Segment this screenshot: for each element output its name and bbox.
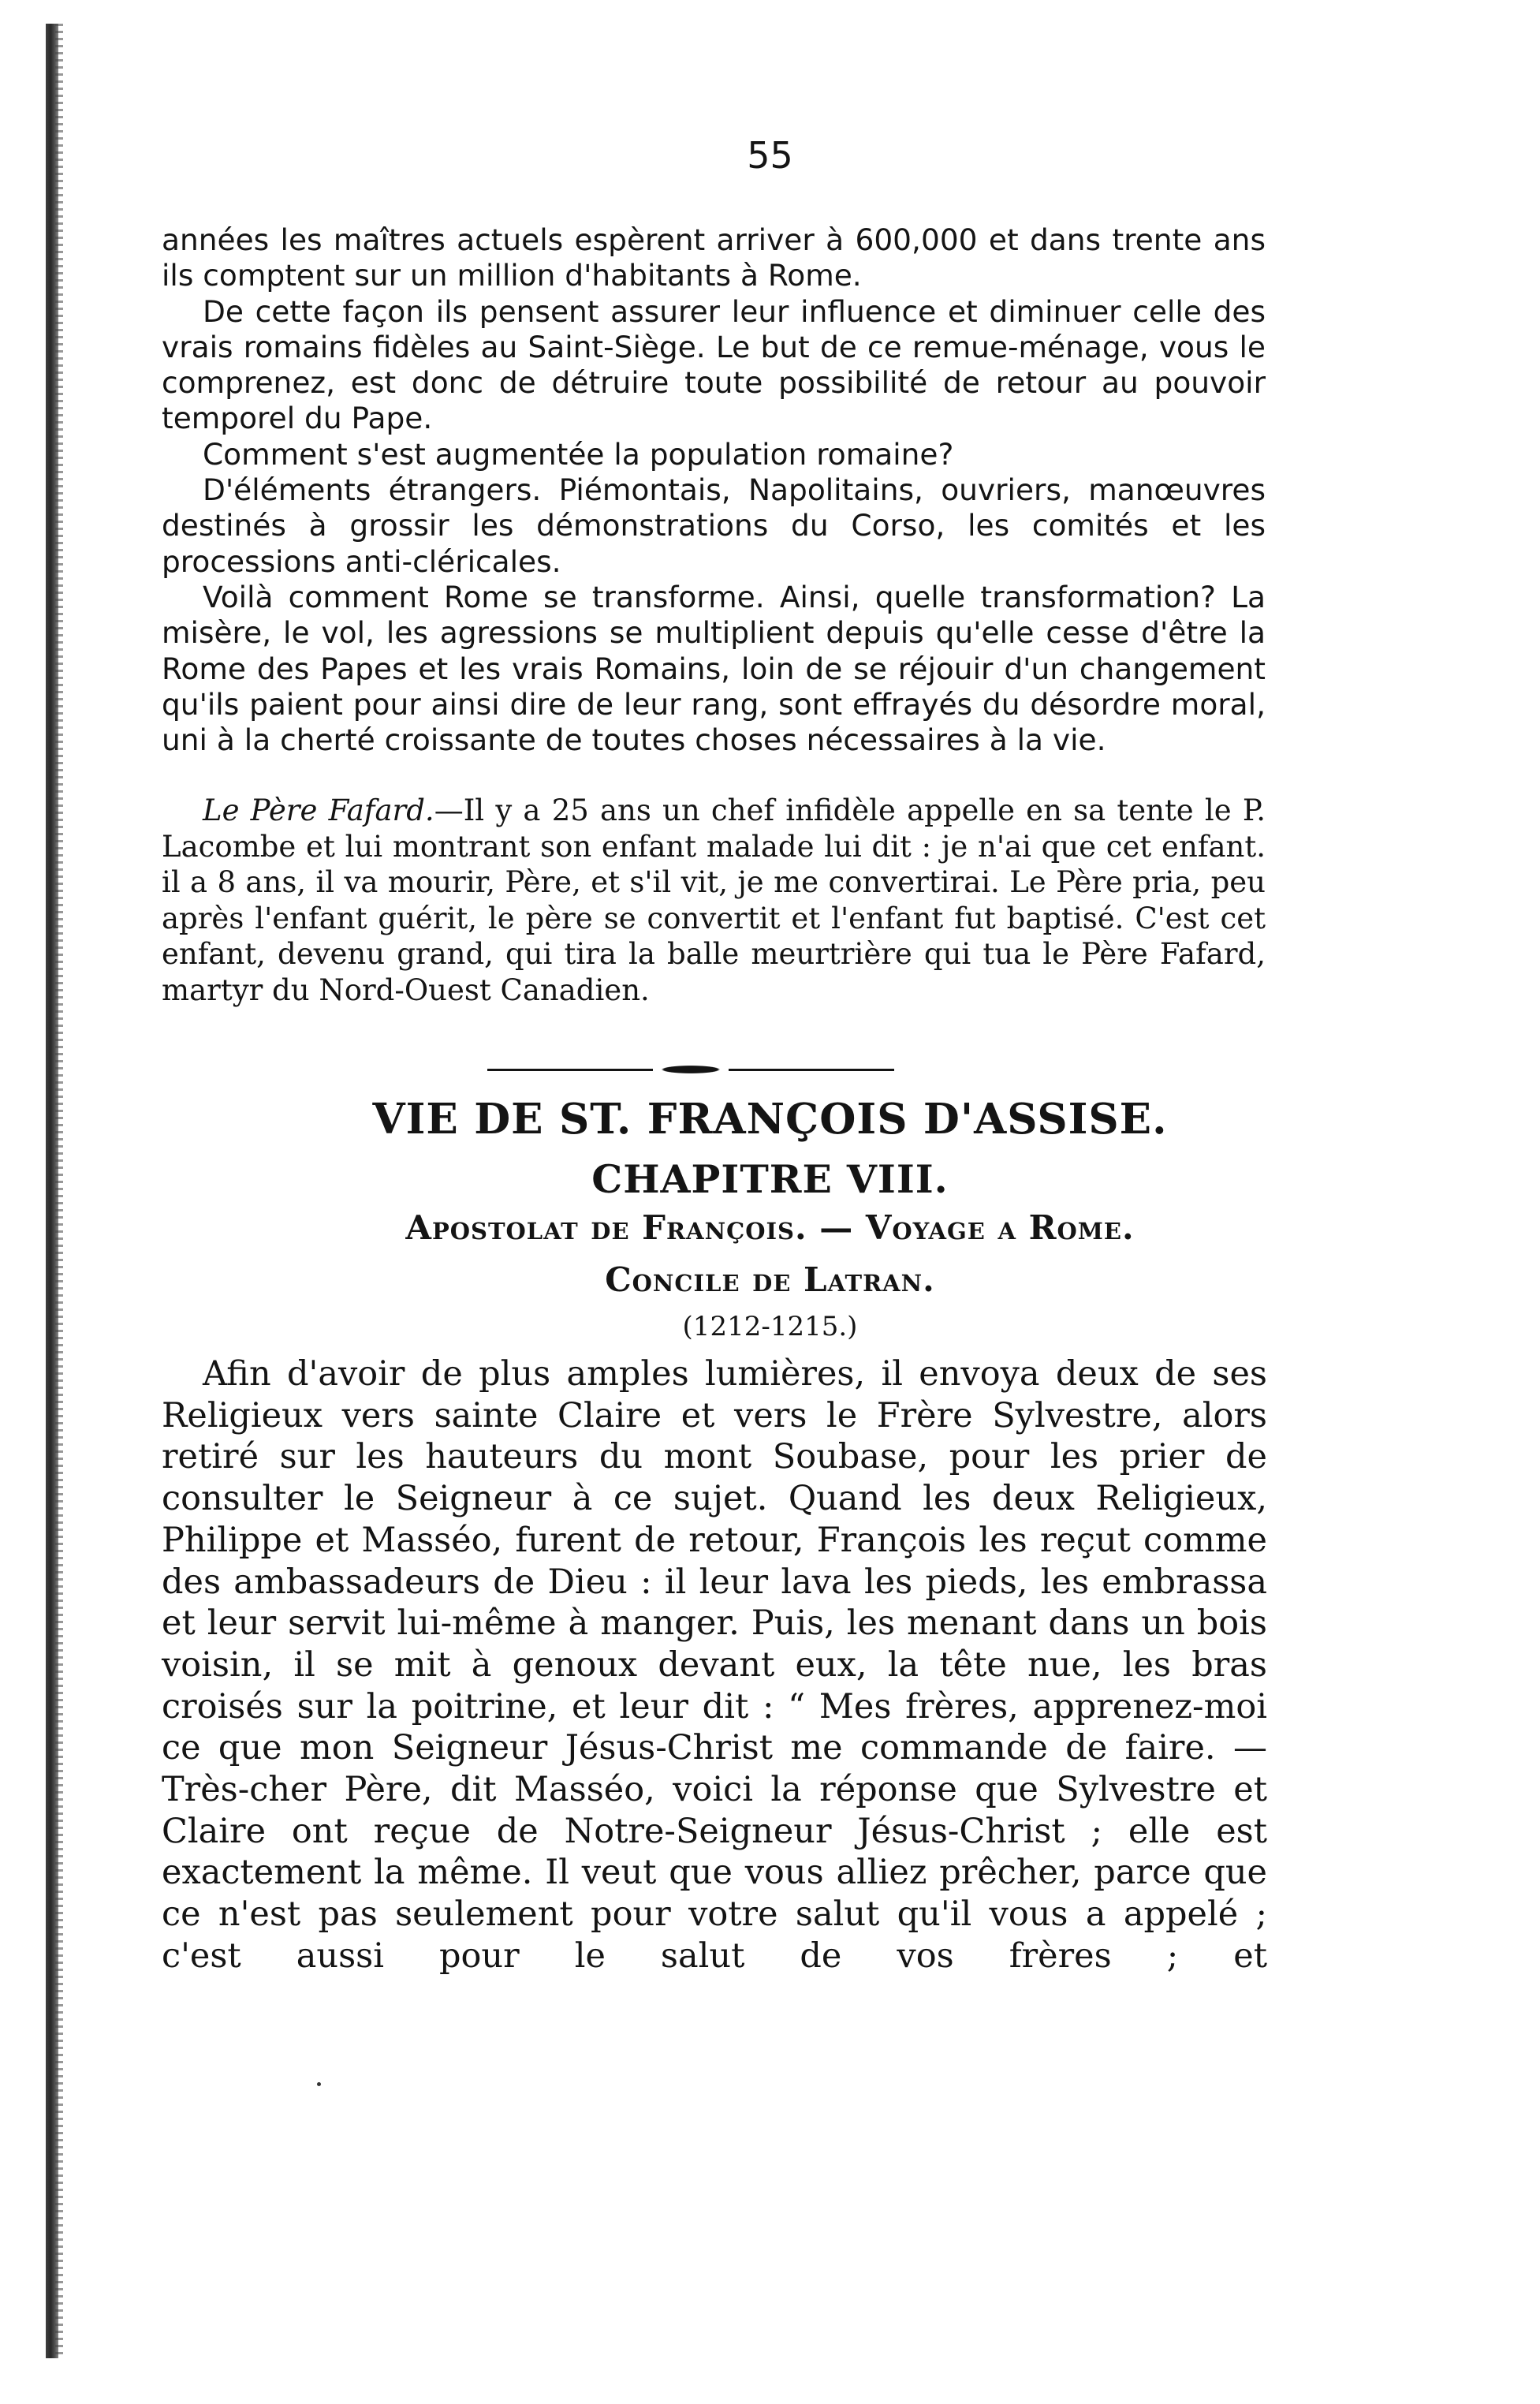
notes-paragraph: Voilà comment Rome se transforme. Ainsi, quelle transformation? La misère, le vol, les agressions se multiplient depuis qu'elle cesse d'être la Rome des Papes et les vrais Romains, loin de se réjouir d'un changement qu'ils paient pour ainsi dire de leur rang, sont effrayés du désordre moral, uni à la cherté croissante de toutes choses nécessaires à la vie. bbox=[162, 579, 1266, 758]
notes-paragraph: Comment s'est augmentée la population romaine? bbox=[203, 436, 954, 472]
notes-section bbox=[162, 222, 1266, 758]
anecdote-paragraph bbox=[162, 793, 1266, 1008]
chapter-dates: (1212-1215.) bbox=[682, 1311, 858, 1342]
divider-line-right bbox=[729, 1069, 894, 1071]
notes-paragraph: D'éléments étrangers. Piémontais, Napolitains, ouvriers, manœuvres destinés à grossir les démonstrations du Corso, les comités et les processions anti-cléricales. bbox=[162, 472, 1266, 579]
chapter-body-paragraph: Afin d'avoir de plus amples lumières, il envoya deux de ses Religieux vers sainte Claire et vers le Frère Sylvestre, alors retiré sur les hauteurs du mont Soubase, pour les prier de consulter le Seigneur à ce sujet. Quand les deux Religieux, Philippe et Masséo, furent de retour, François les reçut comme des ambassadeurs de Dieu : il leur lava les pieds, les embrassa et leur servit lui-même à manger. Puis, les menant dans un bois voisin, il se mit à genoux devant eux, la tête nue, les bras croisés sur la poitrine, et leur dit : “ Mes frères, apprenez-moi ce que mon Seigneur Jésus-Christ me commande de faire. — Très-cher Père, dit Masséo, voici la réponse que Sylvestre et Claire ont reçue de Notre-Seigneur Jésus-Christ ; elle est exactement la même. Il veut que vous alliez prêcher, parce que ce n'est pas seulement pour votre salut qu'il vous a appelé ; c'est aussi pour le salut de vos frères ; et bbox=[162, 1354, 1267, 1976]
anecdote-lead: Le Père Fafard. bbox=[203, 793, 434, 827]
notes-paragraph: De cette façon ils pensent assurer leur influence et diminuer celle des vrais romains fidèles au Saint-Siège. Le but de ce remue-ménage, vous le comprenez, est donc de détruire toute possibilité de retour au pouvoir temporel du Pape. bbox=[162, 293, 1266, 436]
section-divider-ornament bbox=[487, 1065, 894, 1074]
print-speck bbox=[317, 2082, 321, 2086]
chapter-heading: CHAPITRE VIII. bbox=[591, 1156, 949, 1202]
article-title: VIE DE ST. FRANÇOIS D'ASSISE. bbox=[372, 1095, 1168, 1144]
divider-center-ornament bbox=[656, 1065, 725, 1074]
anecdote-text: —Il y a 25 ans un chef infidèle appelle en sa tente le P. Lacombe et lui montrant son enfant malade lui dit : je n'ai que cet enfant. il a 8 ans, il va mourir, Père, et s'il vit, je me convertirai. Le Père pria, peu après l'enfant guérit, le père se convertit et l'enfant fut baptisé. C'est cet enfant, devenu grand, qui tira la balle meurtrière qui tua le Père Fafard, martyr du Nord-Ouest Canadien. bbox=[162, 793, 1266, 1007]
divider-line-left bbox=[487, 1069, 653, 1071]
page-number: 55 bbox=[747, 134, 793, 177]
notes-paragraph: années les maîtres actuels espèrent arriver à 600,000 et dans trente ans ils comptent sur un million d'habitants à Rome. bbox=[162, 222, 1266, 293]
chapter-subtitle: Apostolat de François. — Voyage a Rome. bbox=[405, 1208, 1135, 1247]
chapter-subtitle: Concile de Latran. bbox=[605, 1260, 935, 1299]
